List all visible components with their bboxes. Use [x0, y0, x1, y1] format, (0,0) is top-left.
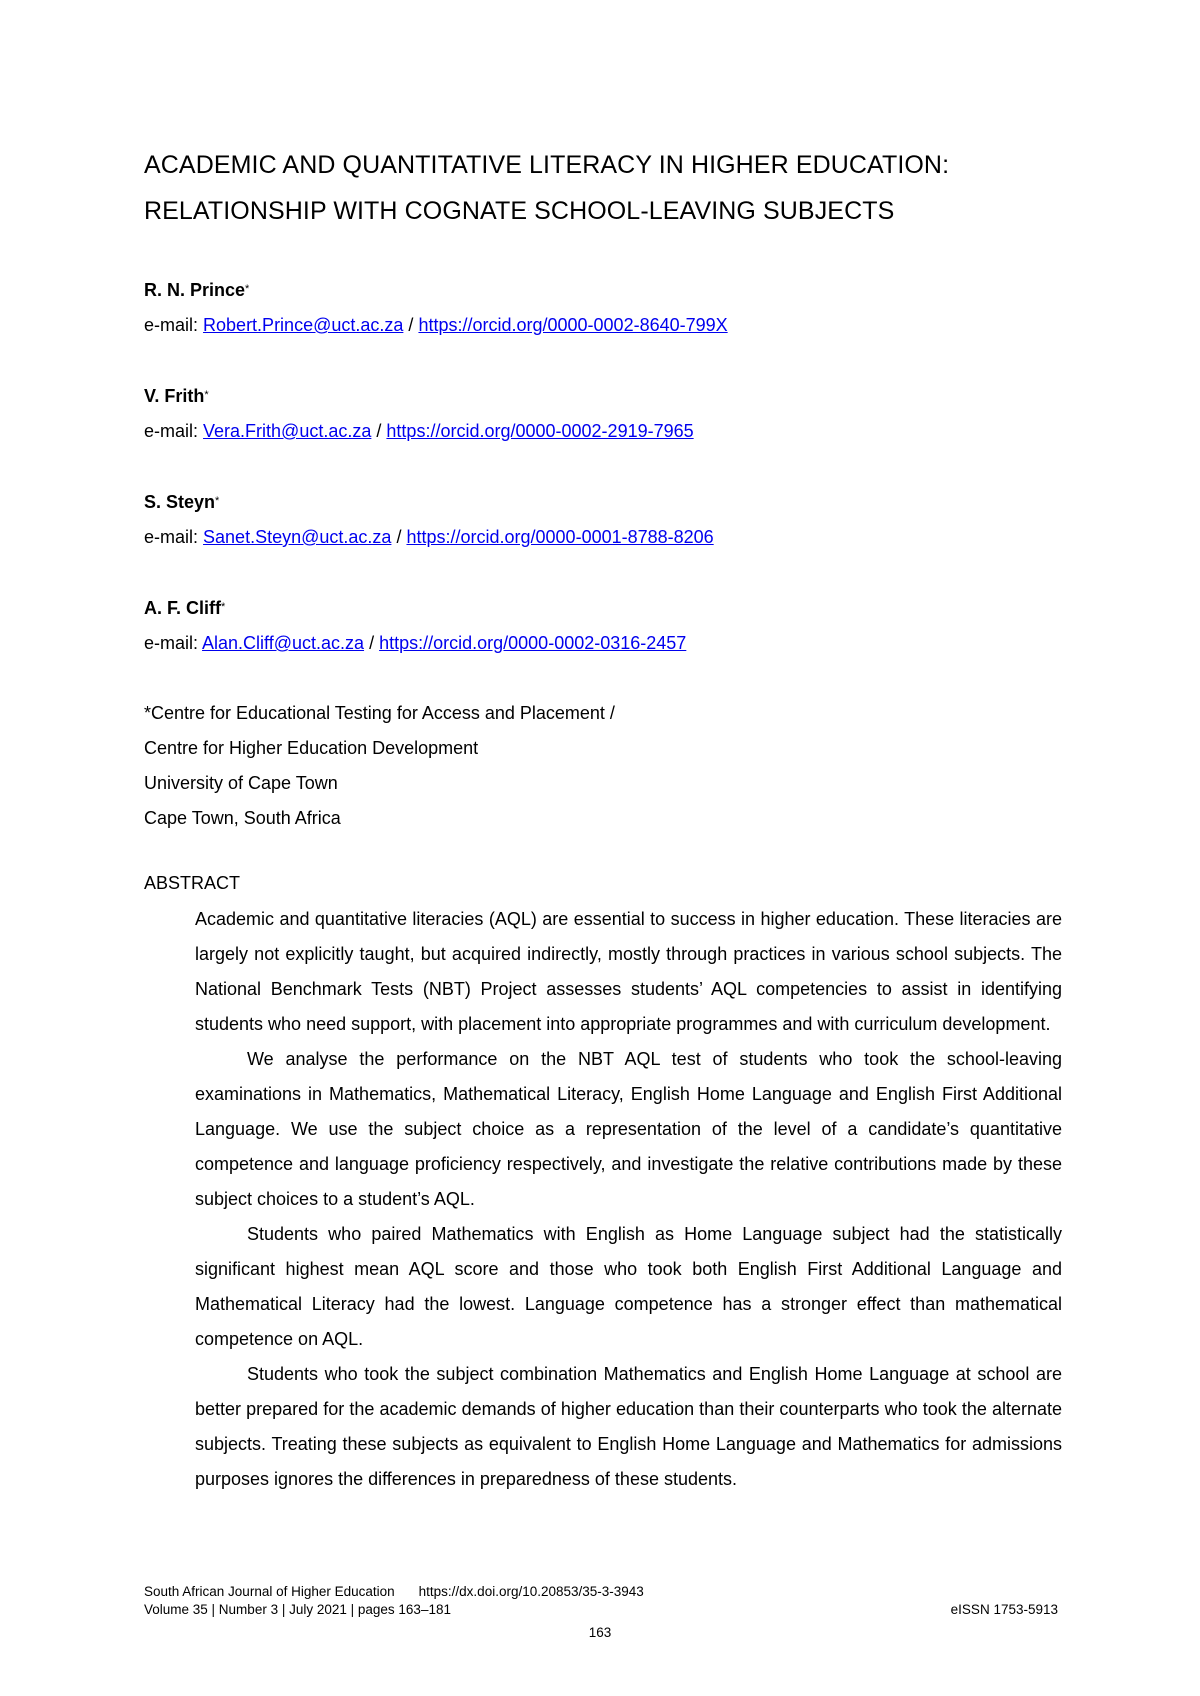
email-label: e-mail: — [144, 421, 199, 441]
author-block — [144, 384, 1044, 443]
author-name: V. Frith* — [144, 386, 209, 406]
abstract-paragraph: Students who took the subject combination Mathematics and English Home Language at school are better prepared for the academic demands of higher education than their counterparts who took the alternate subjects. Treating these subjects as equivalent to English Home Language and Mathematics for admissions purposes ignores the differences in preparedness of these students. — [195, 1364, 1062, 1489]
affiliation-marker: * — [204, 389, 209, 401]
author-contact — [144, 419, 1044, 443]
author-block — [144, 596, 1044, 655]
author-block — [144, 490, 1044, 549]
title-line-2: RELATIONSHIP WITH COGNATE SCHOOL-LEAVING SUBJECTS — [144, 197, 895, 225]
affiliation-marker: * — [221, 601, 226, 613]
abstract-body — [195, 902, 1062, 1497]
link-separator: / — [396, 527, 402, 547]
link-separator: / — [369, 633, 375, 653]
title-line-1: ACADEMIC AND QUANTITATIVE LITERACY IN HIGHER EDUCATION: — [144, 151, 950, 179]
author-name: S. Steyn* — [144, 492, 220, 512]
affiliation-marker: * — [215, 495, 220, 507]
abstract-paragraph: Students who paired Mathematics with English as Home Language subject had the statistically significant highest mean AQL score and those who took both English First Additional Language and Mathematical Literacy had the lowest. Language competence has a stronger effect than mathematical competence on AQL. — [195, 1224, 1062, 1349]
affiliation-line: Cape Town, South Africa — [144, 808, 341, 828]
affiliation-line: Centre for Higher Education Development — [144, 738, 479, 758]
author-name: R. N. Prince* — [144, 280, 250, 300]
author-orcid-link[interactable]: https://orcid.org/0000-0002-2919-7965 — [386, 421, 694, 441]
affiliation-line: University of Cape Town — [144, 773, 338, 793]
author-contact — [144, 313, 1044, 337]
abstract-paragraph: Academic and quantitative literacies (AQL) are essential to success in higher education. These literacies are largely not explicitly taught, but acquired indirectly, mostly through practices in various school subjects. The National Benchmark Tests (NBT) Project assesses students’ AQL competencies to assist in identifying students who need support, with placement into appropriate programmes and with curriculum development. — [195, 909, 1062, 1034]
eissn: eISSN 1753-5913 — [950, 1602, 1058, 1617]
email-label: e-mail: — [144, 527, 199, 547]
affiliation-marker: * — [245, 283, 250, 295]
journal-footer — [144, 1583, 644, 1619]
email-label: e-mail: — [144, 315, 199, 335]
abstract-heading: ABSTRACT — [144, 873, 241, 893]
author-contact — [144, 631, 1044, 655]
link-separator: / — [376, 421, 382, 441]
page-number: 163 — [588, 1625, 612, 1640]
issue-info: Volume 35 | Number 3 | July 2021 | pages 163‒181 — [144, 1602, 451, 1617]
author-block — [144, 278, 1044, 337]
journal-name: South African Journal of Higher Education — [144, 1584, 395, 1599]
affiliation-line: *Centre for Educational Testing for Access and Placement / — [144, 703, 615, 723]
author-orcid-link[interactable]: https://orcid.org/0000-0001-8788-8206 — [406, 527, 714, 547]
affiliation-block — [144, 696, 615, 836]
link-separator: / — [408, 315, 414, 335]
author-email-link[interactable]: Vera.Frith@uct.ac.za — [203, 421, 372, 441]
author-orcid-link[interactable]: https://orcid.org/0000-0002-0316-2457 — [379, 633, 687, 653]
author-name: A. F. Cliff* — [144, 598, 226, 618]
doi-text: https://dx.doi.org/10.20853/35-3-3943 — [418, 1584, 644, 1599]
abstract-paragraph: We analyse the performance on the NBT AQL test of students who took the school-leaving examinations in Mathematics, Mathematical Literacy, English Home Language and English First Additional Language. We use the subject choice as a representation of the level of a candidate’s quantitative competence and language proficiency respectively, and investigate the relative contributions made by these subject choices to a student’s AQL. — [195, 1049, 1062, 1209]
email-label: e-mail: — [144, 633, 199, 653]
author-orcid-link[interactable]: https://orcid.org/0000-0002-8640-799X — [418, 315, 728, 335]
author-email-link[interactable]: Sanet.Steyn@uct.ac.za — [203, 527, 392, 547]
paper-title — [144, 142, 1074, 234]
author-email-link[interactable]: Robert.Prince@uct.ac.za — [203, 315, 404, 335]
author-contact — [144, 525, 1044, 549]
author-email-link[interactable]: Alan.Cliff@uct.ac.za — [202, 633, 365, 653]
